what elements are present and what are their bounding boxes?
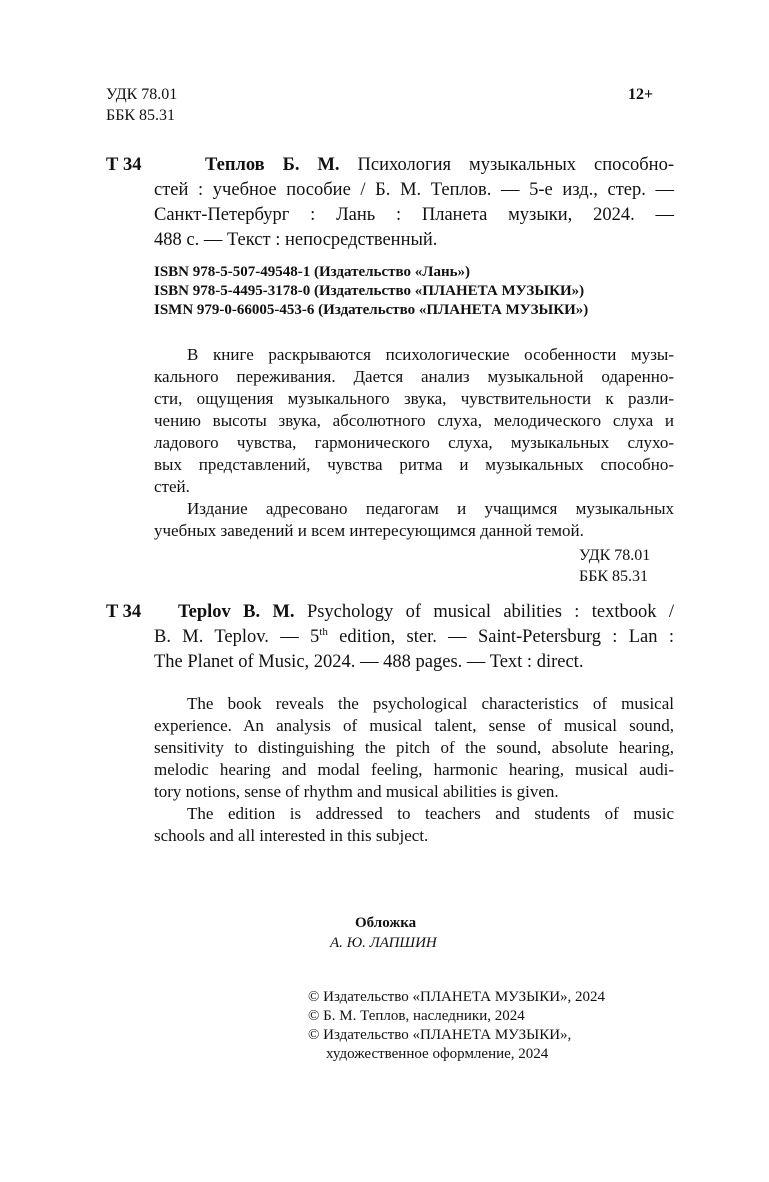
ru-entry-title: Психология музыкальных способно- <box>357 155 674 175</box>
ru-abstract-line: В книге раскрываются психологические особенности музы- <box>187 345 674 364</box>
ru-entry-body <box>154 178 674 253</box>
copyright-line: © Б. М. Теплов, наследники, 2024 <box>308 1008 525 1024</box>
ismn-planeta: ISMN 979-0-66005-453-6 (Издательство «ПЛАНЕТА МУЗЫКИ») <box>154 302 589 318</box>
en-entry-line2 <box>154 625 674 650</box>
en-entry-sup: th <box>319 625 328 638</box>
header-codes <box>106 84 177 126</box>
ru-entry-line: стей : учебное пособие / Б. М. Теплов. — 5-е изд., стер. — <box>154 180 674 200</box>
en-abstract <box>154 693 674 847</box>
copyright-line: © Издательство «ПЛАНЕТА МУЗЫКИ», <box>308 1027 572 1043</box>
ru-abstract-line: стей. <box>154 477 190 496</box>
en-entry-line2-a: B. M. Teplov. — 5 <box>154 627 320 647</box>
copyright-block <box>308 988 605 1064</box>
en-abstract-line: schools and all interested in this subject. <box>154 826 429 845</box>
ru-abstract-line: Издание адресовано педагогам и учащимся музыкальных <box>187 499 674 518</box>
ru-abstract-line: учебных заведений и всем интересующимся данной темой. <box>154 521 584 540</box>
en-abstract-line: experience. An analysis of musical talent, sense of musical sound, <box>154 716 674 735</box>
ru-abstract-line: ладового чувства, гармонического слуха, музыкальных слухо- <box>154 433 674 452</box>
isbn-lan: ISBN 978-5-507-49548-1 (Издательство «Лань») <box>154 264 471 280</box>
ru-abstract-line: сти, ощущения музыкального звука, чувствительности к разли- <box>154 389 674 408</box>
isbn-block <box>154 263 588 320</box>
en-abstract-line: The book reveals the psychological characteristics of musical <box>187 694 674 713</box>
cover-label: Обложка <box>355 915 417 931</box>
en-abstract-line: sensitivity to distinguishing the pitch of the sound, absolute hearing, <box>154 738 674 757</box>
ru-entry-author: Теплов Б. М. <box>205 155 340 175</box>
ru-entry-line: 488 с. — Текст : непосредственный. <box>154 230 438 250</box>
en-entry-line2-b: edition, ster. — Saint-Petersburg : Lan : <box>327 627 674 647</box>
en-entry-author: Teplov B. M. <box>178 602 295 622</box>
ru-abstract-codes <box>579 545 650 587</box>
header-bbk: ББК 85.31 <box>106 107 176 124</box>
age-rating: 12+ <box>628 86 654 103</box>
header-udk: УДК 78.01 <box>106 86 178 103</box>
ru-entry-line: Санкт-Петербург : Лань : Планета музыки, 2024. — <box>154 205 674 225</box>
ru-entry-line1 <box>205 153 674 178</box>
ru-abstract-line: вых представлений, чувства ритма и музыкальных способно- <box>154 455 674 474</box>
ru-abstract-udk: УДК 78.01 <box>579 547 651 564</box>
copyright-line: © Издательство «ПЛАНЕТА МУЗЫКИ», 2024 <box>308 989 606 1005</box>
isbn-planeta: ISBN 978-5-4495-3178-0 (Издательство «ПЛАНЕТА МУЗЫКИ») <box>154 283 585 299</box>
ru-abstract-line: чению высоты звука, абсолютного слуха, мелодического слуха и <box>154 411 674 430</box>
ru-abstract <box>154 344 674 542</box>
en-entry-code: T 34 <box>106 602 142 622</box>
ru-abstract-line: кального переживания. Дается анализ музыкальной одаренно- <box>154 367 674 386</box>
en-abstract-line: tory notions, sense of rhythm and musical abilities is given. <box>154 782 559 801</box>
en-entry-body <box>154 625 674 675</box>
en-entry-title: Psychology of musical abilities : textbook / <box>306 602 674 622</box>
copyright-line: художественное оформление, 2024 <box>326 1046 549 1062</box>
en-abstract-line: melodic hearing and modal feeling, harmonic hearing, musical audi- <box>154 760 674 779</box>
ru-abstract-bbk: ББК 85.31 <box>579 568 649 585</box>
en-abstract-line: The edition is addressed to teachers and students of music <box>187 804 674 823</box>
en-entry-line3: The Planet of Music, 2024. — 488 pages. — Text : direct. <box>154 652 584 672</box>
cover-artist: А. Ю. ЛАПШИН <box>330 935 437 951</box>
en-entry-line1 <box>178 600 674 625</box>
ru-entry-code: Т 34 <box>106 155 142 175</box>
